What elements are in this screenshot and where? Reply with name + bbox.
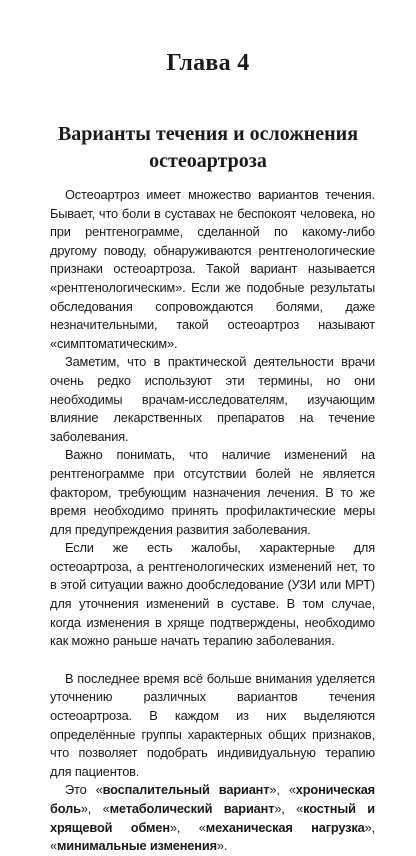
section-title (40, 121, 376, 175)
paragraph: В последнее время всё больше внимания уделяется уточнению различных вариантов течения остеоартроза. В каждом из них выделяются определённые группы характерных общих признаков, что позволяет подобрать индивидуальную терапию для пациентов. (50, 670, 375, 779)
variant-term: минимальные изменения (56, 838, 217, 854)
variants-intro: Это « (65, 782, 103, 798)
variant-term: костный и хрящевой обмен (50, 801, 376, 835)
variant-term: хроническая боль (50, 782, 375, 816)
variants-end: ». (216, 838, 228, 854)
variant-term: метаболический вариант (109, 801, 275, 816)
paragraph: Важно понимать, что наличие изменений на рентгенограмме при отсутствии болей не является фактором, требующим назначения лечения. В то же время необходимо принять профилактические меры для предупреждения развития заболевания. (50, 447, 375, 537)
separator: », « (80, 801, 110, 816)
separator: », « (274, 801, 304, 816)
paragraph: Если же есть жалобы, характерные для остеоартроза, а рентгенологических изменений нет, то в этой ситуации важно дообследование (УЗИ или МРТ) для уточнения изменений в суставе. В том случае, когда изменения в хряще подтверждены, необходимо как можно раньше начать терапию заболевания. (50, 540, 375, 649)
paragraph: Остеоартроз имеет множество вариантов течения. Бывает, что боли в суставах не беспокоят человека, но при рентгенограмме, сделанной по какому-либо другому поводу, обнаруживаются рентгенологические признаки остеоартроза. Такой вариант называется «рентгенологическим». Если же подобные результаты обследования сопровождаются болями, даже незначительными, такой остеоартроз называют «симптоматическим». (50, 187, 375, 351)
separator: », « (50, 819, 375, 854)
variants-paragraph (50, 781, 375, 855)
paragraph: Заметим, что в практической деятельности врачи очень редко используют эти термины, но они необходимы врачам-исследователям, изучающим влияние лекарственных препаратов на течение заболевания. (50, 354, 375, 444)
chapter-heading: Глава 4 (166, 50, 250, 76)
section-title-line-1: Варианты течения и осложнения (57, 123, 359, 145)
body-text (50, 186, 375, 856)
variant-term: механическая нагрузка (205, 819, 365, 835)
section-title-line-2: остеоартроза (149, 150, 267, 172)
separator: », « (169, 819, 206, 835)
variant-term: воспалительный вариант (102, 782, 270, 798)
separator: », « (269, 782, 296, 798)
